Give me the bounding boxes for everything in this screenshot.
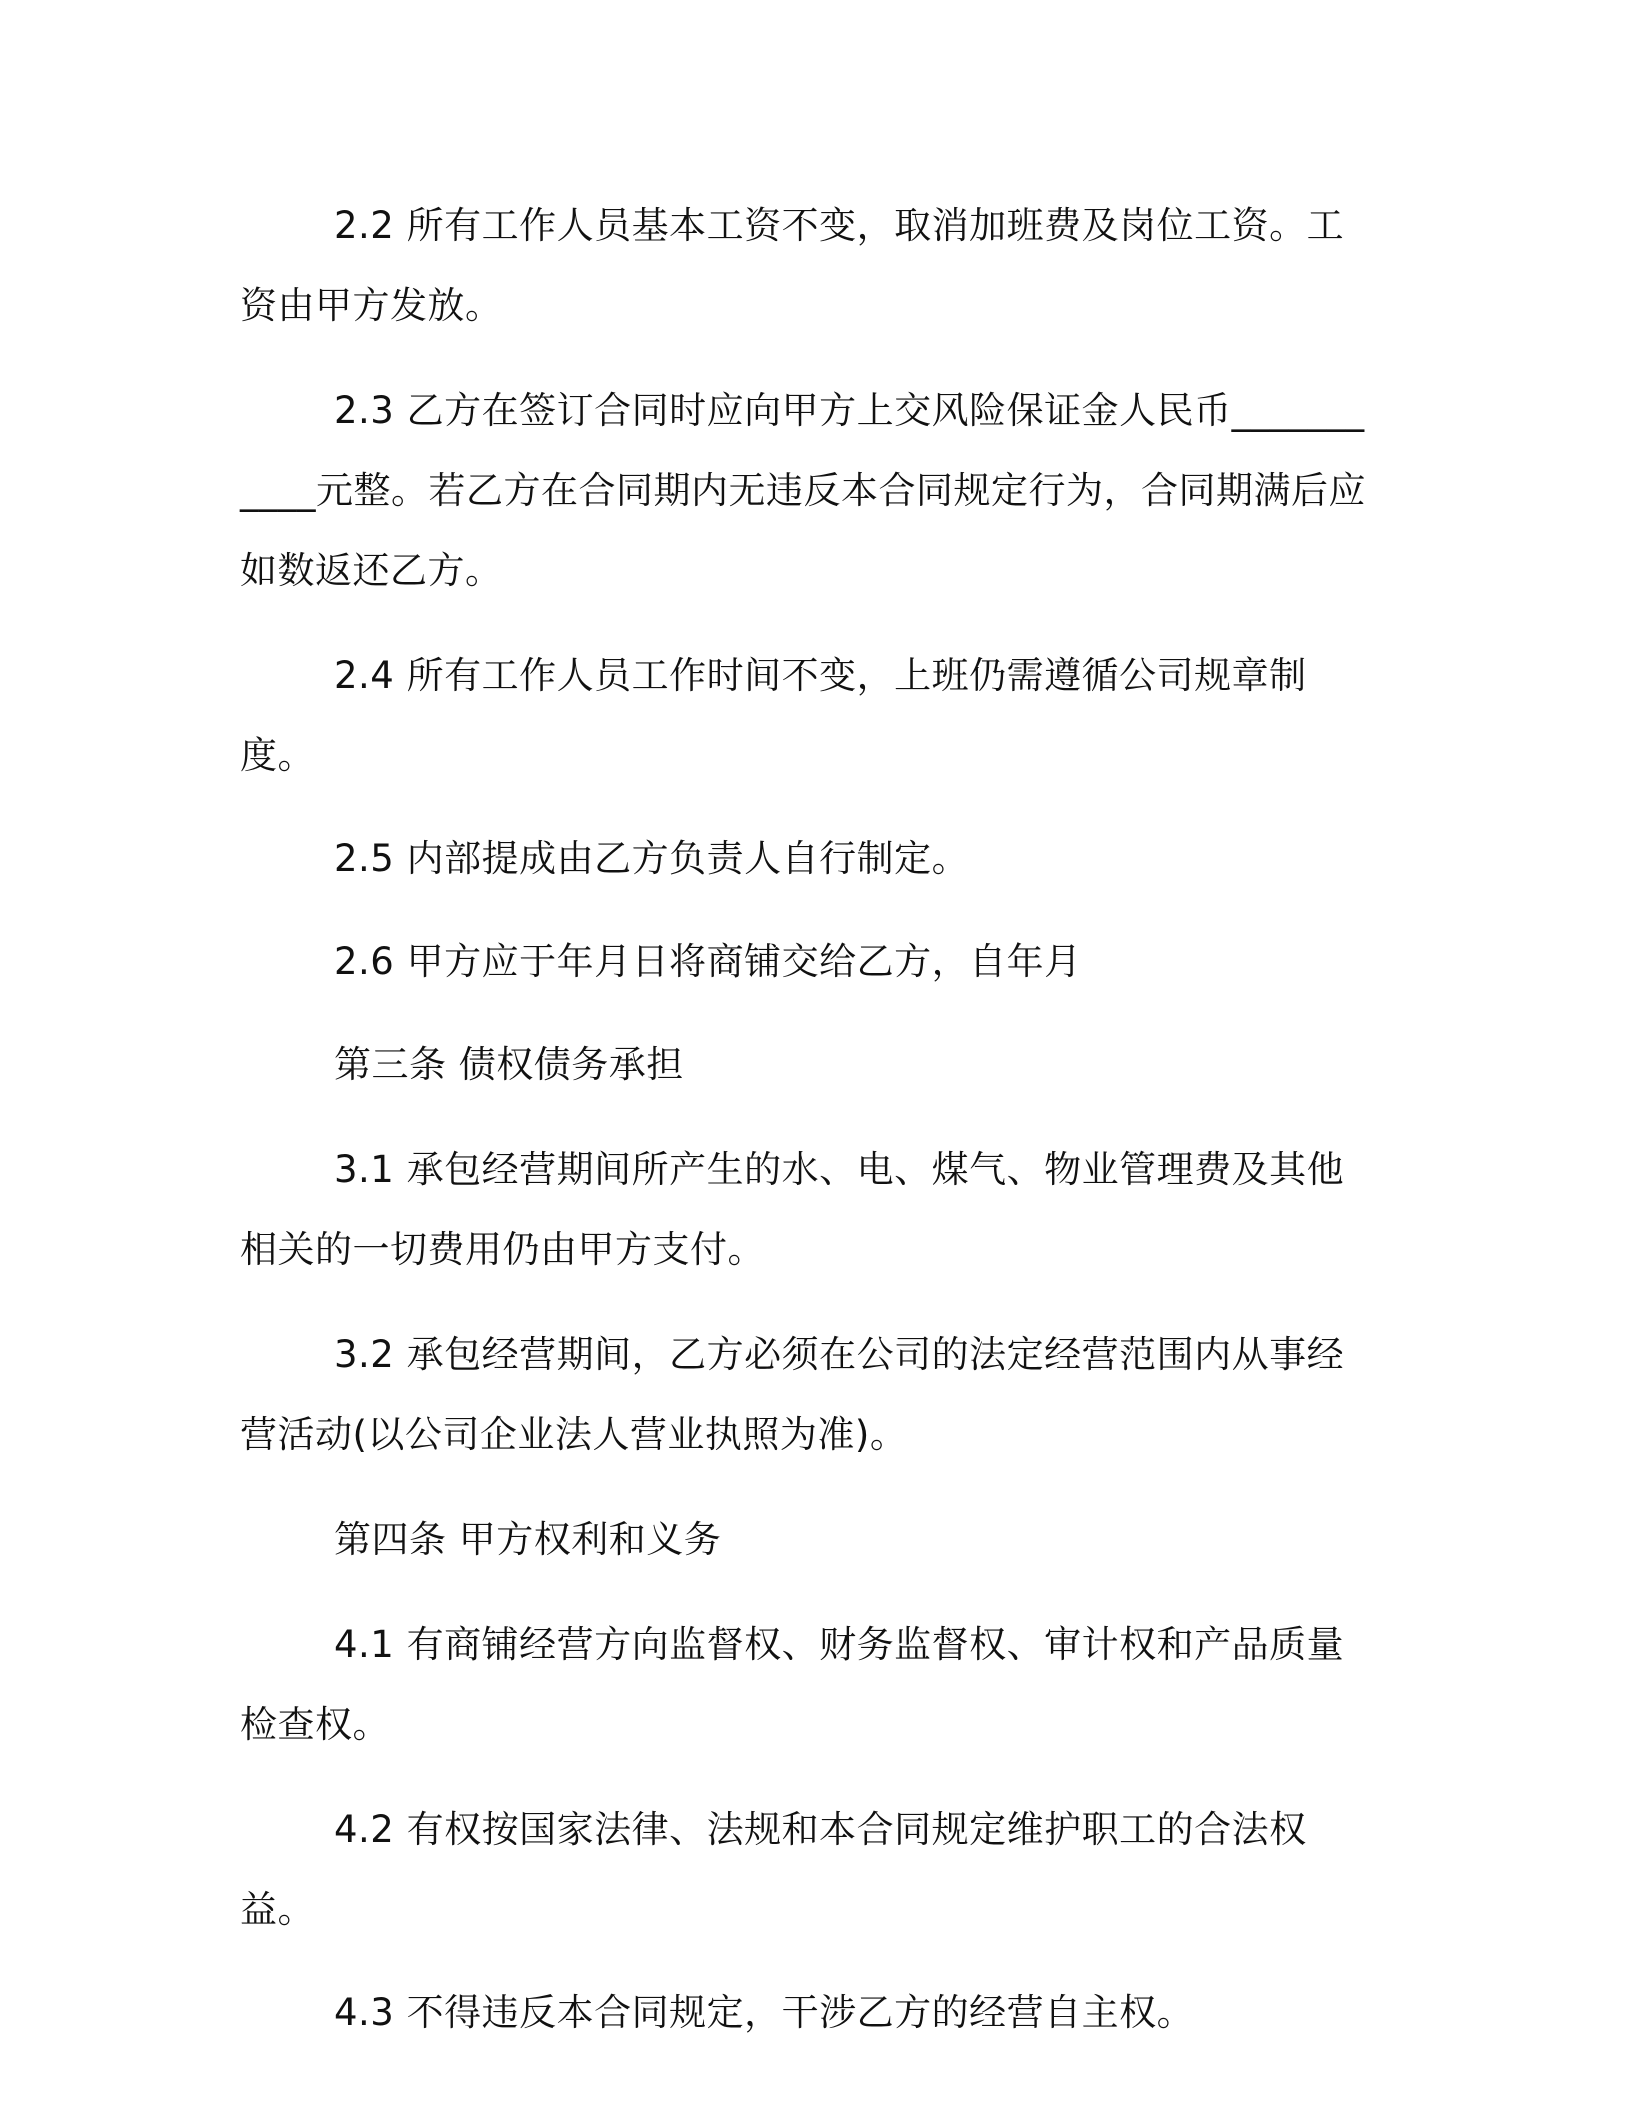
clause-2-6: 2.6 甲方应于年月日将商铺交给乙方，自年月 [334, 940, 1082, 983]
clause-3-2: 3.2 承包经营期间，乙方必须在公司的法定经营范围内从事经营活动(以公司企业法人营业执照为准)。 [240, 1333, 1345, 1456]
clause-2-4: 2.4 所有工作人员工作时间不变，上班仍需遵循公司规章制度。 [240, 654, 1307, 777]
article-3-heading: 第三条 债权债务承担 [334, 1043, 684, 1086]
article-4-heading: 第四条 甲方权利和义务 [334, 1518, 722, 1561]
clause-2-5: 2.5 内部提成由乙方负责人自行制定。 [334, 837, 970, 880]
clause-4-2: 4.2 有权按国家法律、法规和本合同规定维护职工的合法权益。 [240, 1808, 1307, 1931]
clause-4-3: 4.3 不得违反本合同规定，干涉乙方的经营自主权。 [334, 1991, 1195, 2034]
clause-4-1: 4.1 有商铺经营方向监督权、财务监督权、审计权和产品质量检查权。 [240, 1623, 1345, 1746]
clause-3-1: 3.1 承包经营期间所产生的水、电、煤气、物业管理费及其他相关的一切费用仍由甲方支付。 [240, 1148, 1345, 1271]
clause-2-2: 2.2 所有工作人员基本工资不变，取消加班费及岗位工资。工资由甲方发放。 [240, 204, 1345, 327]
clause-2-3: 2.3 乙方在签订合同时应向甲方上交风险保证金人民币___________元整。若乙方在合同期内无违反本合同规定行为，合同期满后应如数返还乙方。 [240, 389, 1366, 592]
document-body [240, 186, 1380, 2053]
